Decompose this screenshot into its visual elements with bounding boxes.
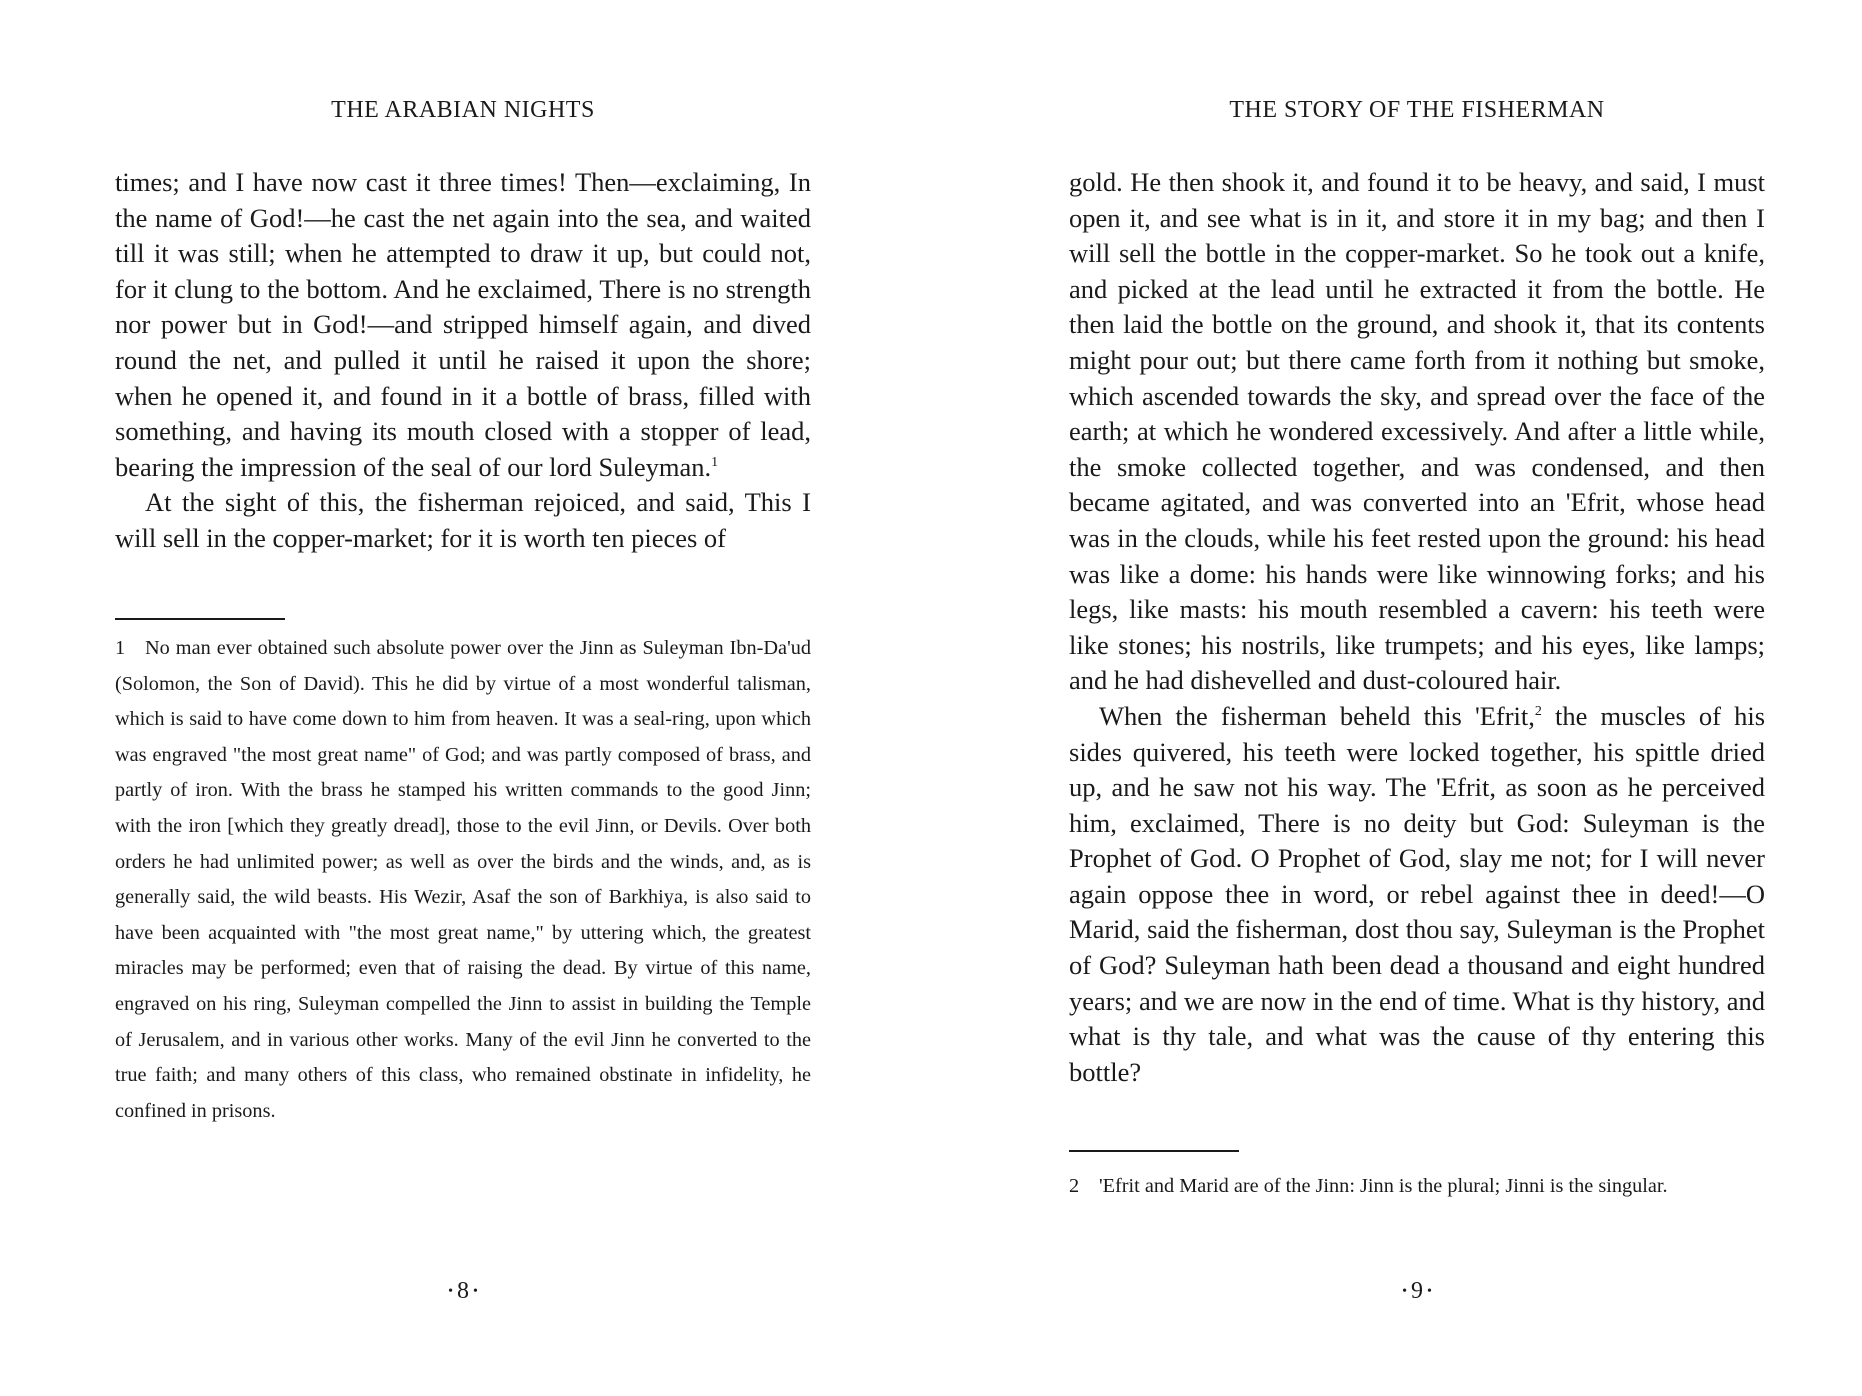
folio-ornament: • [1427, 1284, 1432, 1299]
footnote-rule [1069, 1150, 1239, 1152]
page-number-right [1069, 1278, 1765, 1305]
paragraph-text: When the fisherman beheld this 'Efrit, [1099, 700, 1535, 731]
paragraph [115, 485, 811, 556]
footnotes-left [115, 631, 811, 1129]
body-text-right [1069, 165, 1765, 1090]
paragraph [115, 165, 811, 485]
footnote [1069, 1169, 1765, 1205]
page-number: 9 [1411, 1278, 1423, 1304]
page-number-left [115, 1278, 811, 1305]
footnotes-right [1069, 1169, 1765, 1205]
footnote-reference[interactable]: 2 [1534, 703, 1542, 719]
footnote [115, 631, 811, 1129]
running-head-right: THE STORY OF THE FISHERMAN [1229, 97, 1605, 123]
folio-ornament: • [448, 1284, 453, 1299]
footnote-text: No man ever obtained such absolute power over the Jinn as Suleyman Ibn-Da'ud (Solomon, the Son of David). This he did by virtue of a most wonderful talisman, which is said to have come down to him from heaven. It was a seal-ring, upon which was engraved "the most great name" of God; and was partly composed of brass, and partly of iron. With the brass he stamped his written commands to the good Jinn; with the iron [which they greatly dread], those to the evil Jinn, or Devils. Over both orders he had unlimited power; as well as over the birds and the winds, and, as is generally said, the wild beasts. His Wezir, Asaf the son of Barkhiya, is also said to have been acquainted with "the most great name," by uttering which, the greatest miracles may be performed; even that of raising the dead. By virtue of this name, engraved on his ring, Suleyman compelled the Jinn to assist in building the Temple of Jerusalem, and in various other works. Many of the evil Jinn he converted to the true faith; and many others of this class, who remained obstinate in infidelity, he confined in prisons. [115, 637, 811, 1122]
paragraph-text: the muscles of his sides quivered, his teeth were locked together, his spittle dried up, and he saw not his way. The 'Efrit, as soon as he perceived him, exclaimed, There is no deity but God: Suleyman is the Prophet of God. O Prophet of God, slay me not; for I will never again oppose thee in word, or rebel against thee in deed!—O Marid, said the fisherman, dost thou say, Suleyman is the Prophet of God? Suleyman hath been dead a thousand and eight hundred years; and we are now in the end of time. What is thy history, and what is thy tale, and what was the cause of thy entering this bottle? [1069, 700, 1766, 1087]
folio-ornament: • [473, 1284, 478, 1299]
paragraph-text: At the sight of this, the fisherman rejoiced, and said, This I will sell in the copper-market; for it is worth ten pieces of [115, 487, 811, 553]
running-head-left: THE ARABIAN NIGHTS [331, 97, 595, 123]
body-text-left [115, 165, 811, 557]
page-number: 8 [457, 1278, 469, 1304]
right-page [1069, 0, 1765, 1396]
footnote-text: 'Efrit and Marid are of the Jinn: Jinn is the plural; Jinni is the singular. [1099, 1175, 1668, 1197]
paragraph-text: gold. He then shook it, and found it to be heavy, and said, I must open it, and see what is in it, and store it in my bag; and then I will sell the bottle in the copper-market. So he took out a knife, and picked at the lead until he extracted it from the bottle. He then laid the bottle on the ground, and shook it, that its contents might pour out; but there came forth from it nothing but smoke, which ascended towards the sky, and spread over the face of the earth; at which he wondered excessively. And after a little while, the smoke collected together, and was condensed, and then became agitated, and was converted into an 'Efrit, whose head was in the clouds, while his feet rested upon the ground: his head was like a dome: his hands were like winnowing forks; and his legs, like masts: his mouth resembled a cavern: his teeth were like stones; his nostrils, like trumpets; and his eyes, like lamps; and he had dishevelled and dust-coloured hair. [1069, 167, 1765, 696]
footnote-reference[interactable]: 1 [711, 454, 719, 470]
folio-ornament: • [1402, 1284, 1407, 1299]
paragraph [1069, 165, 1765, 699]
footnote-rule [115, 618, 285, 620]
left-page [115, 0, 811, 1396]
footnote-number: 2 [1069, 1175, 1080, 1197]
paragraph-text: times; and I have now cast it three times! Then—exclaiming, In the name of God!—he cast the net again into the sea, and waited till it was still; when he attempted to draw it up, but could not, for it clung to the bottom. And he exclaimed, There is no strength nor power but in God!—and stripped himself again, and dived round the net, and pulled it until he raised it upon the shore; when he opened it, and found in it a bottle of brass, filled with something, and having its mouth closed with a stopper of lead, bearing the impression of the seal of our lord Suleyman. [115, 167, 811, 482]
paragraph [1069, 699, 1765, 1091]
footnote-number: 1 [115, 637, 126, 659]
